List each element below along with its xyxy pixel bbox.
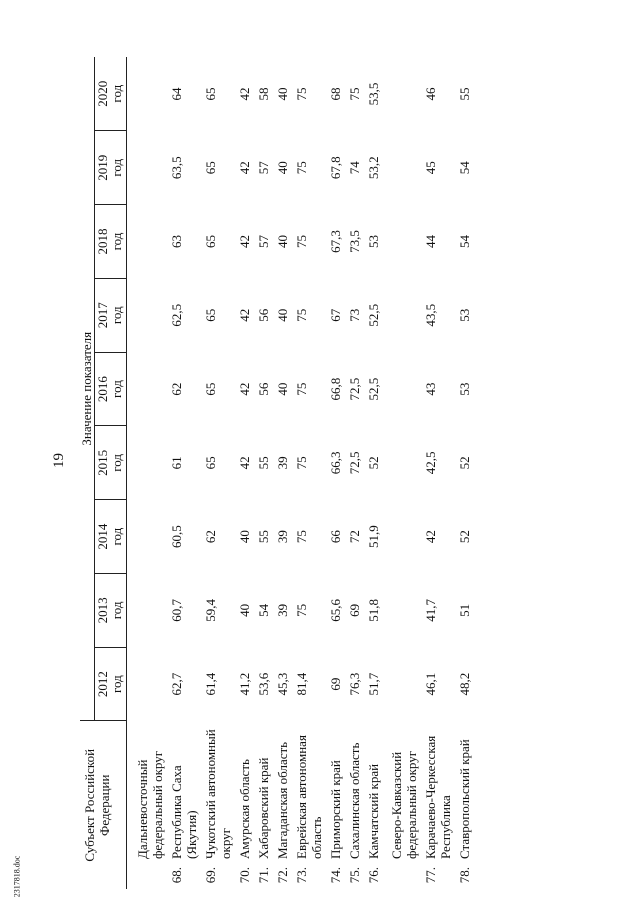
value-cell: 51,8	[366, 598, 381, 622]
subject-column-header: Субъект Российской Федерации	[80, 721, 127, 889]
value-cell: 69	[347, 603, 362, 617]
value-cell	[127, 426, 166, 500]
value-cell: 54	[457, 235, 472, 249]
year-label: 2018	[95, 228, 110, 255]
value-cell: 52	[366, 456, 381, 470]
subject-name: Магаданская область	[275, 741, 290, 859]
subject-name: Республика Саха (Якутия)	[169, 765, 199, 859]
value-cell: 52,5	[366, 377, 381, 401]
row-number: 77.	[423, 867, 438, 884]
table-row	[324, 57, 343, 889]
district-group-row	[127, 57, 166, 889]
value-cell: 63,5	[169, 156, 184, 180]
table-row	[453, 57, 472, 889]
value-cell: 53	[457, 308, 472, 322]
value-cell	[381, 205, 419, 279]
value-cell: 69	[328, 677, 343, 691]
value-cell: 73,5	[347, 230, 362, 253]
value-cell: 42	[237, 235, 252, 249]
indicator-group-header: Значение показателя	[80, 57, 95, 721]
value-cell: 40	[237, 530, 252, 544]
year-unit: год	[109, 158, 124, 177]
row-number: 70.	[237, 867, 252, 884]
value-cell: 51	[457, 603, 472, 617]
table-row	[362, 57, 381, 889]
indicator-table	[80, 57, 472, 889]
value-cell	[381, 500, 419, 574]
value-cell	[381, 278, 419, 352]
value-cell: 57	[256, 161, 271, 175]
year-unit: год	[109, 380, 124, 398]
value-cell	[381, 426, 419, 500]
row-number	[127, 863, 166, 889]
year-label: 2020	[95, 80, 110, 107]
year-column-header	[95, 352, 127, 426]
row-number: 69.	[203, 867, 218, 884]
value-cell: 39	[275, 603, 290, 617]
value-cell: 53	[366, 235, 381, 249]
value-cell: 55	[256, 456, 271, 470]
year-column-header	[95, 278, 127, 352]
value-cell: 74	[347, 161, 362, 175]
subject-name: Сахалинская область	[347, 742, 362, 859]
value-cell: 48,2	[457, 672, 472, 696]
value-cell: 58	[256, 87, 271, 101]
value-cell: 65	[203, 161, 218, 175]
year-column-header	[95, 131, 127, 205]
row-number	[381, 863, 419, 889]
value-cell: 44	[423, 235, 438, 249]
value-cell: 42,5	[423, 451, 438, 475]
value-cell: 60,7	[169, 598, 184, 622]
year-label: 2019	[95, 154, 110, 181]
year-label: 2012	[95, 671, 110, 698]
value-cell	[381, 647, 419, 721]
value-cell: 57	[256, 235, 271, 249]
year-label: 2013	[95, 597, 110, 624]
value-cell: 43,5	[423, 303, 438, 327]
value-cell	[127, 57, 166, 131]
value-cell: 65,6	[328, 598, 343, 622]
year-label: 2016	[95, 376, 110, 403]
value-cell	[127, 131, 166, 205]
value-cell: 65	[203, 87, 218, 101]
value-cell	[127, 647, 166, 721]
value-cell: 65	[203, 456, 218, 470]
year-unit: год	[109, 527, 124, 546]
value-cell: 75	[294, 456, 309, 470]
year-column-header	[95, 57, 127, 131]
value-cell: 72,5	[347, 377, 362, 401]
value-cell: 40	[275, 161, 290, 175]
value-cell	[381, 131, 419, 205]
subject-name: Еврейская автономная область	[294, 735, 324, 859]
year-unit: год	[109, 306, 124, 325]
district-group-row	[381, 57, 419, 889]
table-row	[199, 57, 233, 889]
value-cell: 67,3	[328, 230, 343, 253]
row-number: 75.	[347, 867, 362, 884]
value-cell: 73	[347, 308, 362, 322]
value-cell: 75	[294, 87, 309, 101]
value-cell: 42	[237, 456, 252, 470]
value-cell: 40	[275, 308, 290, 322]
value-cell: 40	[275, 87, 290, 101]
value-cell: 63	[169, 235, 184, 249]
subject-name: Ставропольский край	[457, 739, 472, 859]
table-row	[419, 57, 453, 889]
value-cell: 64	[169, 87, 184, 101]
table-row	[271, 57, 290, 889]
value-cell: 53,5	[366, 82, 381, 106]
value-cell: 51,7	[366, 672, 381, 696]
value-cell: 75	[294, 530, 309, 544]
value-cell	[381, 57, 419, 131]
subject-name: Камчатский край	[366, 763, 381, 859]
subject-name: Чукотский автономный округ	[203, 729, 233, 859]
year-column-header	[95, 647, 127, 721]
value-cell: 75	[294, 603, 309, 617]
value-cell: 42	[237, 382, 252, 396]
value-cell: 62,5	[169, 303, 184, 327]
value-cell: 51,9	[366, 525, 381, 548]
row-number: 71.	[256, 867, 271, 884]
value-cell: 66,3	[328, 451, 343, 475]
value-cell: 62,7	[169, 672, 184, 696]
value-cell: 62	[169, 382, 184, 396]
value-cell	[381, 352, 419, 426]
year-unit: год	[109, 232, 124, 251]
value-cell: 41,7	[423, 598, 438, 622]
value-cell: 42	[237, 87, 252, 101]
value-cell	[127, 205, 166, 279]
value-cell: 45	[423, 161, 438, 175]
year-unit: год	[109, 675, 124, 693]
value-cell: 52	[457, 530, 472, 544]
district-name: Северо-Кавказский федеральный округ	[389, 750, 419, 859]
subject-name: Хабаровский край	[256, 757, 271, 859]
value-cell: 52,5	[366, 303, 381, 327]
year-unit: год	[109, 453, 124, 472]
row-number: 74.	[328, 867, 343, 884]
value-cell	[127, 278, 166, 352]
value-cell: 42	[237, 161, 252, 175]
value-cell: 75	[347, 87, 362, 101]
value-cell: 43	[423, 382, 438, 396]
year-column-header	[95, 426, 127, 500]
year-column-header	[95, 573, 127, 647]
value-cell: 41,2	[237, 672, 252, 696]
value-cell: 56	[256, 308, 271, 322]
value-cell: 53,6	[256, 672, 271, 696]
table-row	[290, 57, 324, 889]
value-cell: 75	[294, 382, 309, 396]
value-cell: 75	[294, 161, 309, 175]
row-number: 76.	[366, 867, 381, 884]
value-cell: 40	[237, 603, 252, 617]
document-reference: 2317818.doc	[12, 855, 22, 898]
year-unit: год	[109, 601, 124, 620]
value-cell: 40	[275, 235, 290, 249]
value-cell: 61,4	[203, 672, 218, 696]
subject-name: Амурская область	[237, 759, 252, 859]
page-number: 19	[51, 453, 67, 468]
value-cell: 60,5	[169, 525, 184, 548]
year-label: 2015	[95, 449, 110, 476]
value-cell: 66,8	[328, 377, 343, 401]
value-cell: 65	[203, 308, 218, 322]
table-row	[343, 57, 362, 889]
year-label: 2017	[95, 302, 110, 329]
value-cell: 65	[203, 382, 218, 396]
value-cell: 45,3	[275, 672, 290, 696]
year-column-header	[95, 500, 127, 574]
value-cell: 59,4	[203, 598, 218, 622]
value-cell: 65	[203, 235, 218, 249]
year-label: 2014	[95, 523, 110, 550]
value-cell: 67,8	[328, 156, 343, 180]
value-cell: 55	[457, 87, 472, 101]
value-cell: 54	[457, 161, 472, 175]
value-cell: 53	[457, 382, 472, 396]
value-cell: 62	[203, 530, 218, 544]
table-row	[252, 57, 271, 889]
row-number: 78.	[457, 867, 472, 884]
value-cell: 72,5	[347, 451, 362, 475]
value-cell: 54	[256, 603, 271, 617]
value-cell: 75	[294, 308, 309, 322]
value-cell: 56	[256, 382, 271, 396]
value-cell: 61	[169, 456, 184, 470]
value-cell: 46,1	[423, 672, 438, 696]
district-name: Дальневосточный федеральный округ	[135, 750, 165, 859]
value-cell: 46	[423, 87, 438, 101]
value-cell: 75	[294, 235, 309, 249]
subject-name: Карачаево-Черкесская Республика	[423, 735, 453, 859]
value-cell: 53,2	[366, 156, 381, 180]
value-cell: 72	[347, 530, 362, 544]
value-cell: 67	[328, 308, 343, 322]
value-cell	[381, 573, 419, 647]
value-cell: 39	[275, 456, 290, 470]
year-unit: год	[109, 84, 124, 103]
value-cell: 42	[237, 308, 252, 322]
value-cell: 66	[328, 530, 343, 544]
year-column-header	[95, 205, 127, 279]
value-cell: 42	[423, 530, 438, 544]
value-cell: 81,4	[294, 672, 309, 696]
value-cell: 55	[256, 530, 271, 544]
row-number: 73.	[294, 867, 309, 884]
subject-name: Приморский край	[328, 760, 343, 859]
table-row	[165, 57, 199, 889]
table-row	[233, 57, 252, 889]
value-cell: 40	[275, 382, 290, 396]
row-number: 68.	[169, 867, 184, 884]
value-cell	[127, 500, 166, 574]
value-cell: 68	[328, 87, 343, 101]
row-number: 72.	[275, 867, 290, 884]
value-cell	[127, 573, 166, 647]
value-cell: 52	[457, 456, 472, 470]
value-cell: 76,3	[347, 672, 362, 696]
value-cell: 39	[275, 530, 290, 544]
value-cell	[127, 352, 166, 426]
